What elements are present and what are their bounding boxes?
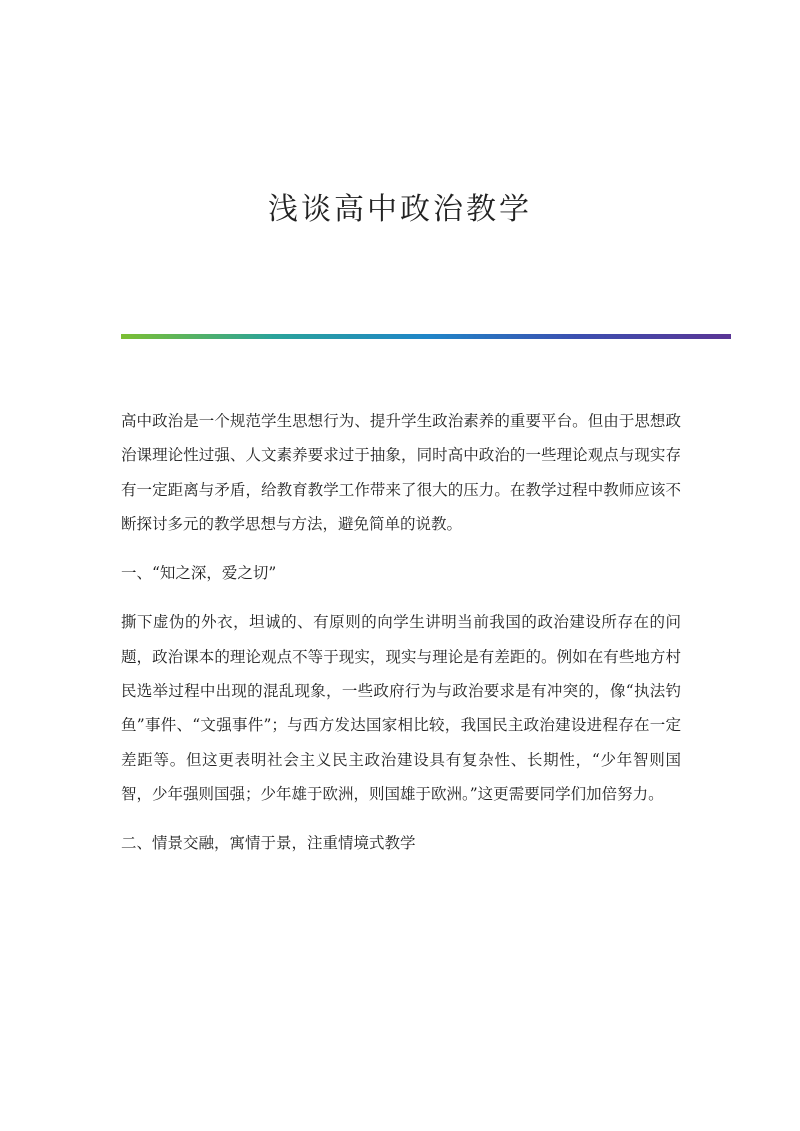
document-title: 浅谈高中政治教学 bbox=[268, 192, 532, 227]
intro-paragraph: 高中政治是一个规范学生思想行为、提升学生政治素养的重要平台。但由于思想政治课理论性过强、人文素养要求过于抽象，同时高中政治的一些理论观点与现实存有一定距离与矛盾，给教育教学工作带来了很大的压力。在教学过程中教师应该不断探讨多元的教学思想与方法，避免简单的说教。 bbox=[121, 412, 681, 533]
section-heading-1: 一、“知之深，爱之切” bbox=[121, 564, 277, 583]
title-divider bbox=[121, 334, 731, 339]
section-1-paragraph: 撕下虚伪的外衣，坦诚的、有原则的向学生讲明当前我国的政治建设所存在的问题，政治课本的理论观点不等于现实，现实与理论是有差距的。例如在有些地方村民选举过程中出现的混乱现象，一些政府行为与政治要求是有冲突的，像“执法钓鱼”事件、“文强事件”；与西方发达国家相比较，我国民主政治建设进程存在一定差距等。但这更表明社会主义民主政治建设具有复杂性、长期性，“少年智则国智，少年强则国强；少年雄于欧洲，则国雄于欧洲。”这更需要同学们加倍努力。 bbox=[121, 613, 681, 803]
section-heading-2: 二、情景交融，寓情于景，注重情境式教学 bbox=[121, 834, 416, 853]
document-body bbox=[121, 404, 681, 876]
